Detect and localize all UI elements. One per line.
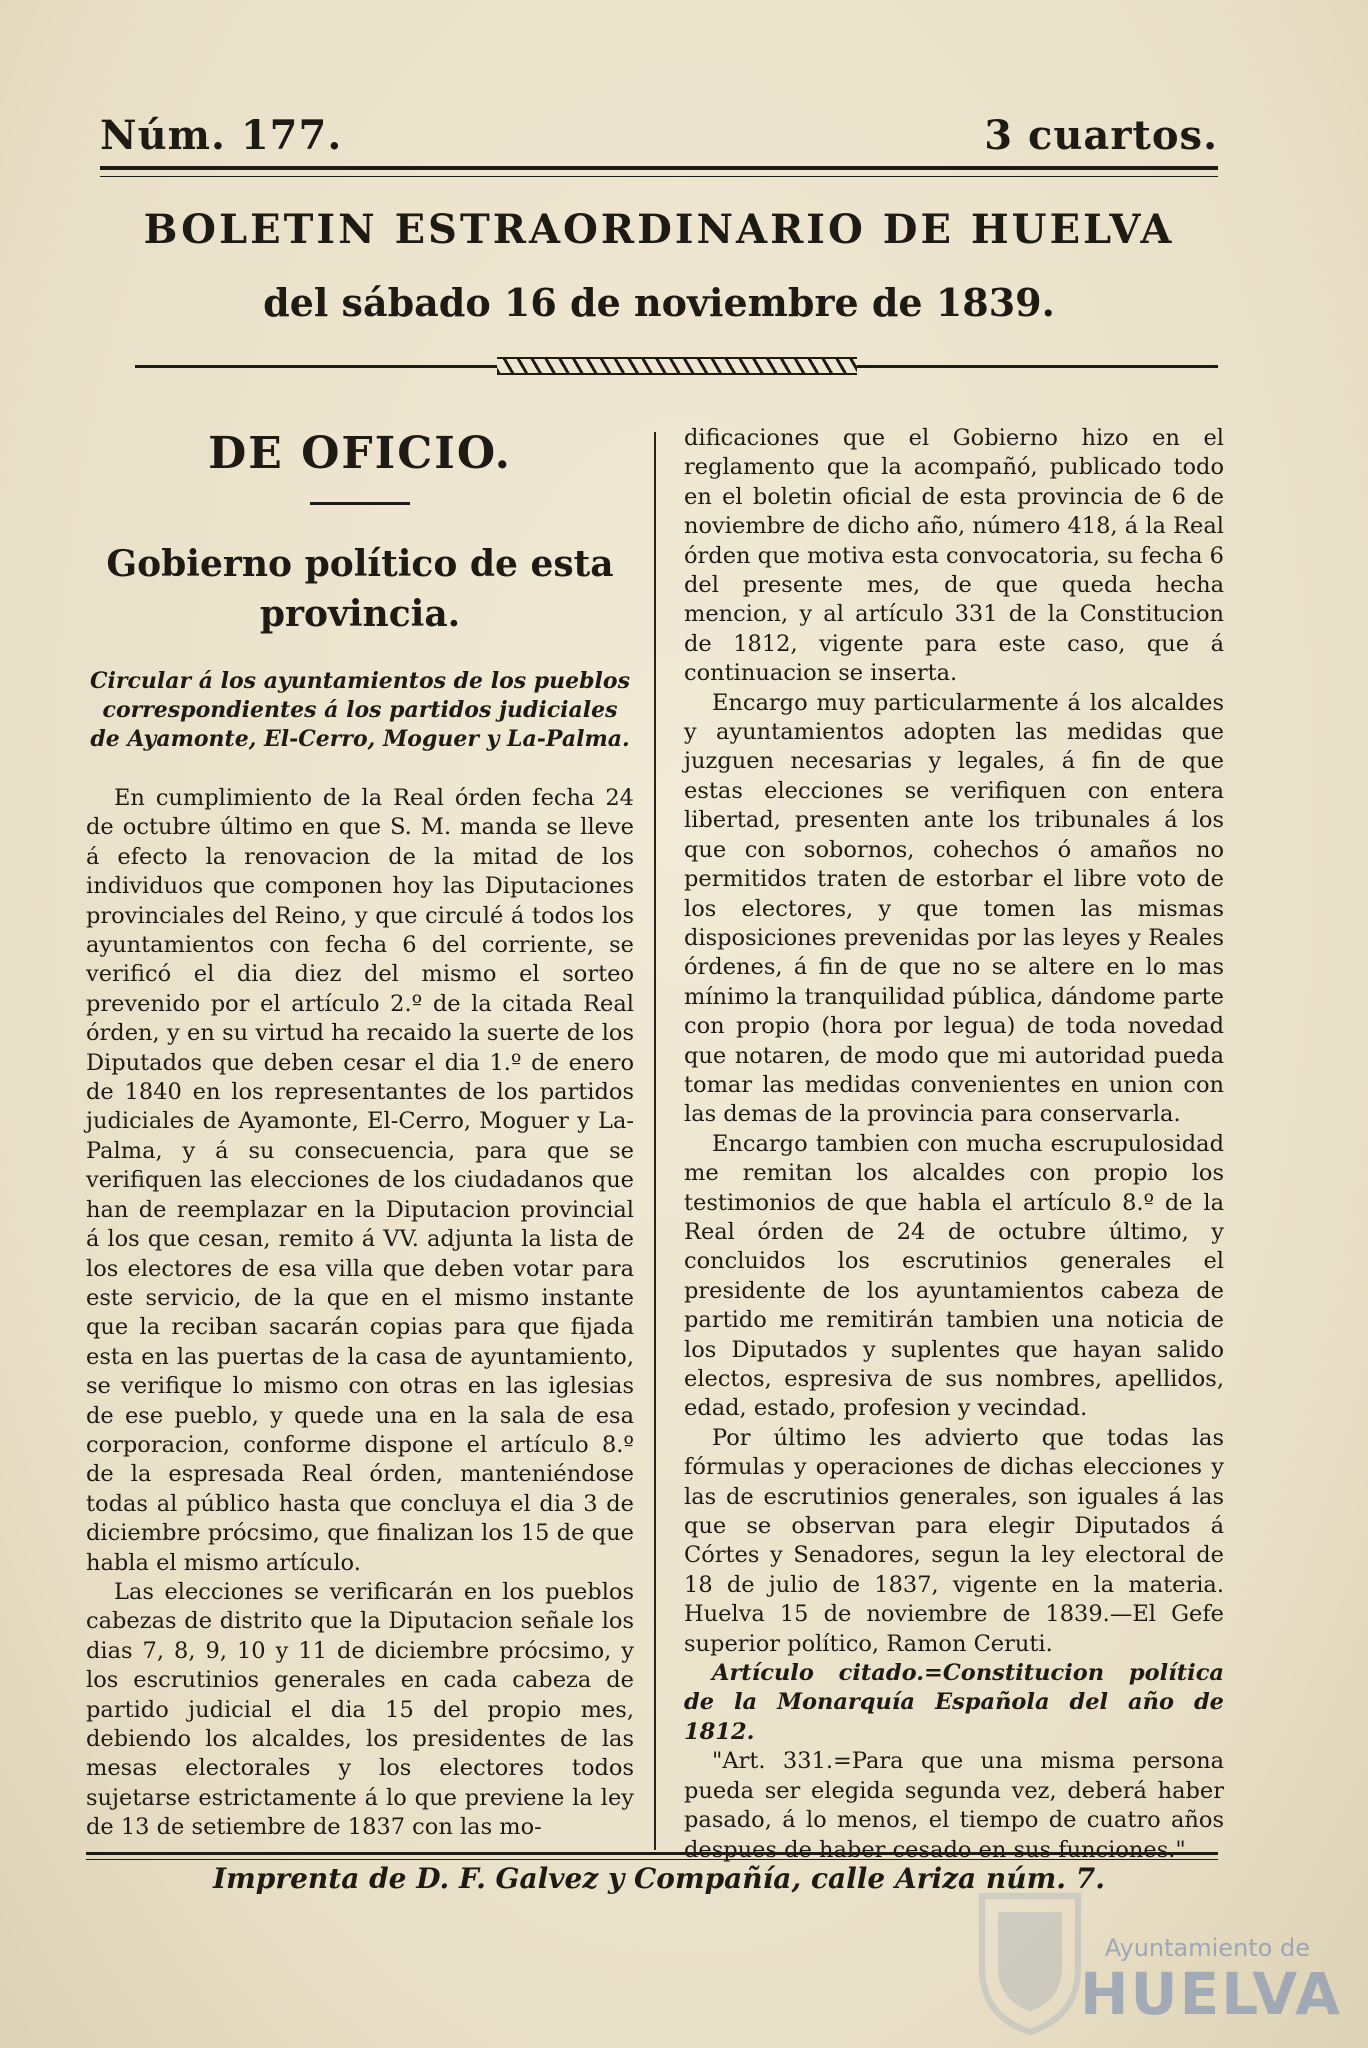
paragraph: Encargo tambien con mucha escrupulosidad me remitan los alcaldes con propio los testimonios de que habla el artículo 8.º de la Real órden de 24 de octubre último, y concluidos los escrutinios generales el presidente de los ayuntamientos cabeza de partido me remitirán tambien una noticia de los Diputados y suplentes que hayan salido electos, espresiva de sus nombres, apellidos, edad, estado, profesion y vecindad. (684, 1130, 1224, 1422)
article-heading: Artículo citado.=Constitucion política de la Monarquía Española del año de 1812. (684, 1660, 1224, 1745)
newspaper-title: BOLETIN ESTRAORDINARIO DE HUELVA (143, 206, 1175, 253)
left-column (86, 420, 634, 1843)
issue-number: Núm. 177. (100, 112, 343, 159)
ornamental-rule (135, 358, 1218, 374)
issue-price: 3 cuartos. (984, 112, 1218, 159)
printer-imprint: Imprenta de D. F. Galvez y Compañía, calle Ariza núm. 7. (213, 1862, 1105, 1895)
paragraph: dificaciones que el Gobierno hizo en el reglamento que la acompañó, publicado todo en el boletin oficial de esta provincia de 6 de noviembre de dicho año, número 418, á la Real órden que motiva esta convocatoria, su fecha 6 del presente mes, de que queda hecha mencion, y al artículo 331 de la Constitucion de 1812, vigente para este caso, que á continuacion se inserta. (684, 425, 1224, 687)
masthead (100, 112, 1218, 159)
paragraph: En cumplimiento de la Real órden fecha 24 de octubre último en que S. M. manda se lleve á efecto la renovacion de la mitad de los individuos que componen hoy las Diputaciones provinciales del Reino, y que circulé á todos los ayuntamientos con fecha 6 del corriente, se verificó el dia diez del mismo el sorteo prevenido por el artículo 2.º de la citada Real órden, y en su virtud ha recaido la suerte de los Diputados que deben cesar el dia 1.º de enero de 1840 en los representantes de los partidos judiciales de Ayamonte, El-Cerro, Moguer y La-Palma, y á su consecuencia, para que se verifiquen las elecciones de los ciudadanos que han de reemplazar en la Diputacion provincial á los que cesan, remito á VV. adjunta la lista de los electores de esa villa que deben votar para este servicio, de la que en el mismo instante que la reciban sacarán copias para que fijada esta en las puertas de la casa de ayuntamiento, se verifique lo mismo con otras en las iglesias de ese pueblo, y quede una en la sala de esa corporacion, conforme dispone el artículo 8.º de la espresada Real órden, manteniéndose todas al público hasta que concluya el dia 3 de diciembre prócsimo, que finalizan los 15 de que habla el mismo artículo. (86, 785, 634, 1576)
masthead-rule (100, 166, 1218, 177)
paragraph: Las elecciones se verificarán en los pueblos cabezas de distrito que la Diputacion señale los dias 7, 8, 9, 10 y 11 de diciembre prócsimo, y los escrutinios generales en cada cabeza de partido judicial el dia 15 del propio mes, debiendo los alcaldes, los presidentes de las mesas electorales y los electores todos sujetarse estrictamente á lo que previene la ley de 13 de setiembre de 1837 con las mo- (86, 1578, 634, 1841)
watermark-text: Ayuntamiento de (1104, 1934, 1310, 1962)
paragraph: Por último les advierto que todas las fórmulas y operaciones de dichas elecciones y las de escrutinios generales, son iguales á las que se observan para elegir Diputados á Córtes y Senadores, segun la ley electoral de 18 de julio de 1837, vigente en la materia. Huelva 15 de noviembre de 1839.—El Gefe superior político, Ramon Ceruti. (684, 1424, 1224, 1657)
paragraph: Encargo muy particularmente á los alcaldes y ayuntamientos adopten las medidas que juzguen necesarias y legales, á fin de que estas elecciones se verifiquen con entera libertad, presenten ante los tribunales á los que con sobornos, cohechos ó amaños no permitidos traten de estorbar el libre voto de los electores, y que tomen las mismas disposiciones prevenidas por las leyes y Reales órdenes, á fin de que no se altere en lo mas mínimo la tranquilidad pública, dándome parte con propio (hora por legua) de toda novedad que notaren, de modo que mi autoridad pueda tomar las medidas convenientes en union con las demas de la provincia para conservarla. (684, 689, 1224, 1128)
subsection-title: Gobierno político de esta provincia. (106, 543, 614, 635)
article-quote: "Art. 331.=Para que una misma persona pueda ser elegida segunda vez, deberá haber pasado, á lo menos, el tiempo de cuatro años despues de haber cesado en sus funciones." (684, 1748, 1224, 1863)
right-column (684, 424, 1224, 1865)
section-title: DE OFICIO. (208, 428, 512, 479)
watermark-logo-text: HUELVA (1080, 1960, 1343, 2028)
column-divider (654, 432, 656, 1850)
footer-rule (86, 1852, 1218, 1860)
circular-heading: Circular á los ayuntamientos de los pueblos correspondientes á los partidos judiciales de Ayamonte, El-Cerro, Moguer y La-Palma. (90, 668, 630, 752)
issue-date: del sábado 16 de noviembre de 1839. (263, 280, 1055, 325)
section-divider (310, 502, 410, 505)
